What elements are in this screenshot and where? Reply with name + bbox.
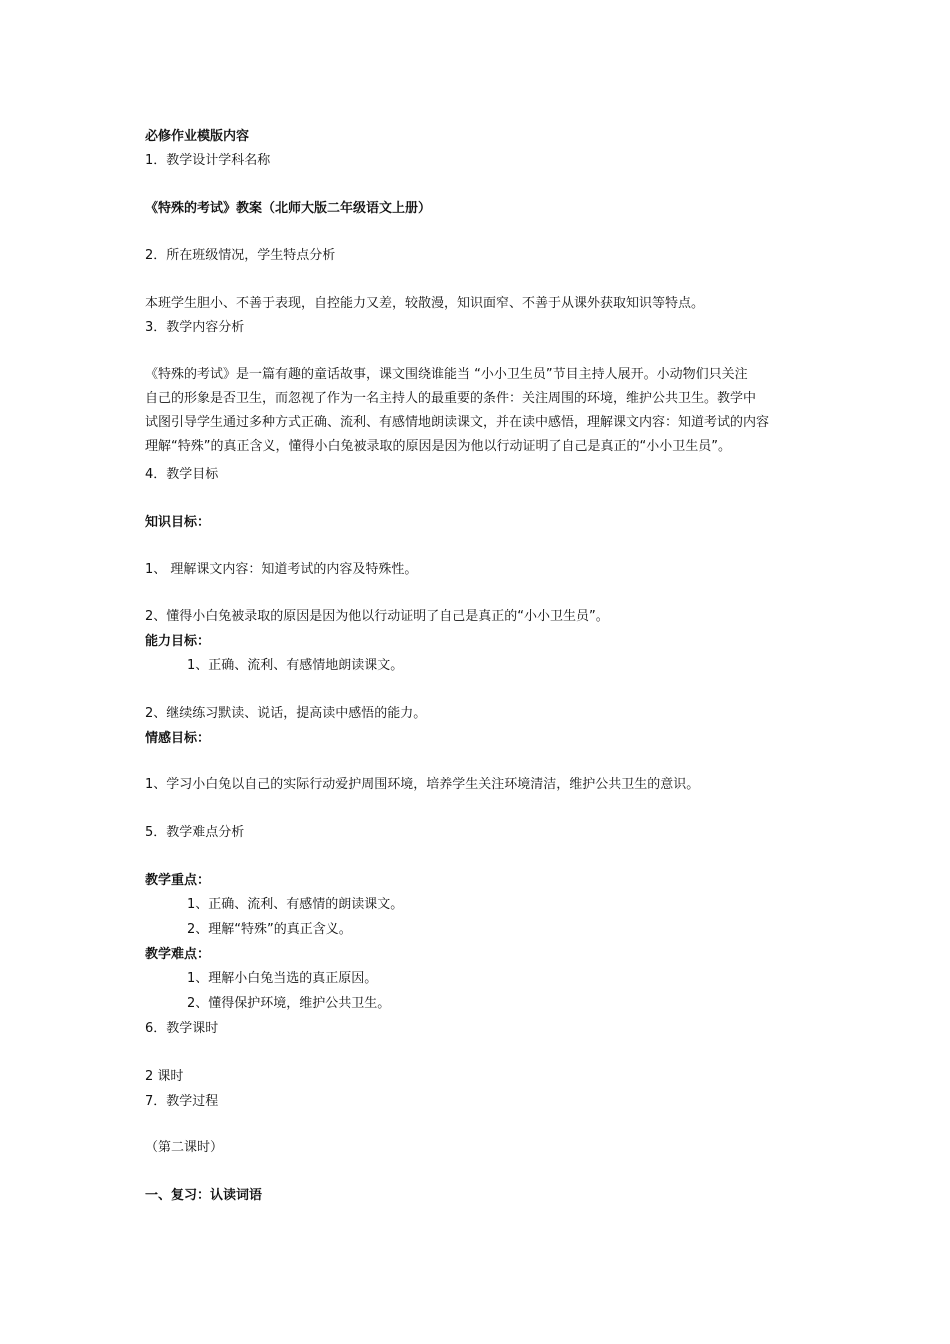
paragraph-line: 理解“特殊”的真正含义，懂得小白兔被录取的原因是因为他以行动证明了自己是真正的“小小卫生员”。: [145, 439, 731, 454]
section-7-heading: 7．教学过程: [145, 1094, 219, 1109]
key-points-heading: 教学重点：: [145, 873, 211, 888]
section-4-heading: 4．教学目标: [145, 467, 219, 482]
ability-goals-heading: 能力目标：: [145, 634, 211, 649]
difficulty-heading: 教学难点：: [145, 947, 211, 962]
difficulty-1: 1、理解小白兔当选的真正原因。: [187, 971, 378, 986]
class-hours: 2 课时: [145, 1069, 184, 1084]
lesson-title: 《特殊的考试》教案（北师大版二年级语文上册）: [145, 201, 432, 216]
emotion-goals-heading: 情感目标：: [145, 731, 211, 746]
section-6-heading: 6．教学课时: [145, 1021, 219, 1036]
difficulty-2: 2、懂得保护环境，维护公共卫生。: [187, 996, 391, 1011]
ability-goal-2: 2、继续练习默读、说话，提高读中感悟的能力。: [145, 706, 427, 721]
section-1-heading: 1．教学设计学科名称: [145, 153, 271, 168]
section-5-heading: 5．教学难点分析: [145, 825, 245, 840]
content-analysis-paragraph: [145, 363, 813, 459]
ability-goal-1: 1、正确、流利、有感情地朗读课文。: [187, 658, 404, 673]
section-3-heading: 3．教学内容分析: [145, 320, 245, 335]
knowledge-goals-heading: 知识目标：: [145, 515, 211, 530]
paragraph-line: 自己的形象是否卫生，而忽视了作为一名主持人的最重要的条件：关注周围的环境，维护公共卫生。教学中: [145, 391, 757, 406]
knowledge-goal-2: 2、懂得小白兔被录取的原因是因为他以行动证明了自己是真正的“小小卫生员”。: [145, 609, 609, 624]
doc-header: 必修作业模版内容: [145, 129, 250, 144]
review-heading: 一、复习：认读词语: [145, 1188, 263, 1203]
key-point-2: 2、理解“特殊”的真正含义。: [187, 922, 352, 937]
class-analysis-text: 本班学生胆小、不善于表现，自控能力又差，较散漫，知识面窄、不善于从课外获取知识等特点。: [145, 296, 705, 311]
key-point-1: 1、正确、流利、有感情的朗读课文。: [187, 897, 404, 912]
paragraph-line: 试图引导学生通过多种方式正确、流利、有感情地朗读课文，并在读中感悟，理解课文内容：知道考试的内容: [145, 415, 770, 430]
paragraph-line: 《特殊的考试》是一篇有趣的童话故事，课文围绕谁能当 “小小卫生员”节目主持人展开。小动物们只关注: [145, 367, 748, 382]
knowledge-goal-1: 1、 理解课文内容：知道考试的内容及特殊性。: [145, 562, 418, 577]
emotion-goal-1: 1、学习小白兔以自己的实际行动爱护周围环境，培养学生关注环境清洁，维护公共卫生的意识。: [145, 777, 700, 792]
lesson-label: （第二课时）: [145, 1140, 224, 1155]
section-2-heading: 2．所在班级情况，学生特点分析: [145, 248, 336, 263]
